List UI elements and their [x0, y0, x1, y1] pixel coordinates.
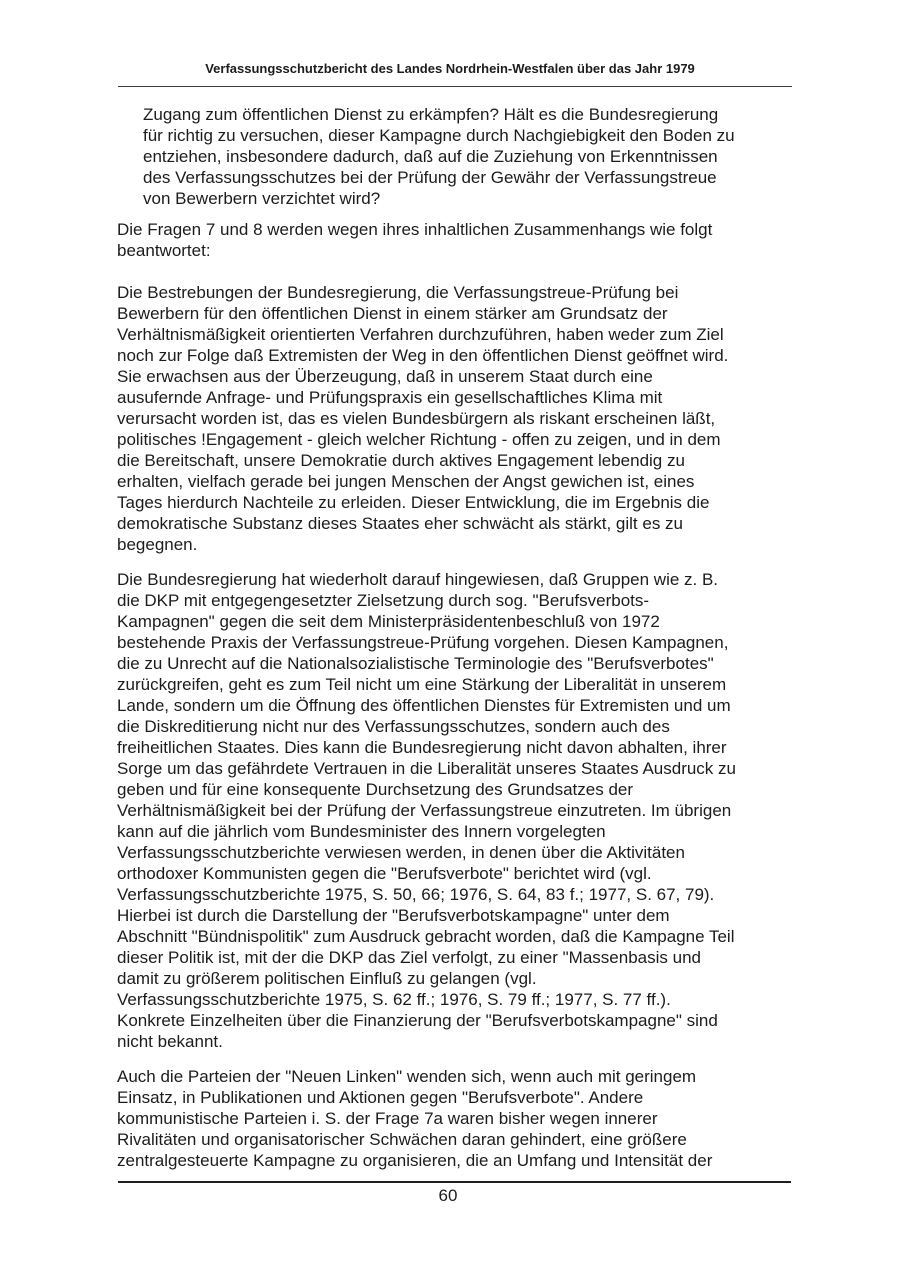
text-line: Die Bundesregierung hat wiederholt darauf hingewiesen, daß Gruppen wie z. B.	[117, 570, 719, 589]
text-line: die Bereitschaft, unsere Demokratie durch aktives Engagement lebendig zu	[117, 451, 685, 470]
text-line: kann auf die jährlich vom Bundesminister des Innern vorgelegten	[117, 822, 606, 841]
paragraph	[117, 219, 807, 261]
text-line: Verhältnismäßigkeit orientierten Verfahren durchzuführen, haben weder zum Ziel	[117, 325, 724, 344]
text-line: ausufernde Anfrage- und Prüfungspraxis ein gesellschaftliches Klima mit	[117, 388, 663, 407]
text-line: die Diskreditierung nicht nur des Verfassungsschutzes, sondern auch des	[117, 717, 670, 736]
text-line: Rivalitäten und organisatorischer Schwächen daran gehindert, eine größere	[117, 1130, 687, 1149]
text-line: Die Fragen 7 und 8 werden wegen ihres inhaltlichen Zusammenhangs wie folgt	[117, 220, 713, 239]
text-line: damit zu größerem politischen Einfluß zu gelangen (vgl.	[117, 969, 537, 988]
text-line: Sorge um das gefährdete Vertrauen in die Liberalität unseres Staates Ausdruck zu	[117, 759, 736, 778]
text-line: für richtig zu versuchen, dieser Kampagne durch Nachgiebigkeit den Boden zu	[143, 126, 735, 145]
text-line: politisches !Engagement - gleich welcher Richtung - offen zu zeigen, und in dem	[117, 430, 721, 449]
document-body	[117, 104, 807, 1171]
text-line: Verhältnismäßigkeit bei der Prüfung der Verfassungstreue einzutreten. Im übrigen	[117, 801, 732, 820]
text-line: Sie erwachsen aus der Überzeugung, daß in unserem Staat durch eine	[117, 367, 653, 386]
text-line: nicht bekannt.	[117, 1032, 223, 1051]
page-number: 60	[438, 1186, 458, 1205]
paragraph	[117, 569, 807, 1052]
paragraph	[117, 1066, 807, 1171]
text-line: von Bewerbern verzichtet wird?	[143, 189, 381, 208]
text-line: noch zur Folge daß Extremisten der Weg in den öffentlichen Dienst geöffnet wird.	[117, 346, 729, 365]
text-line: demokratische Substanz dieses Staates eher schwächt als stärkt, gilt es zu	[117, 514, 683, 533]
text-line: Kampagnen" gegen die seit dem Ministerpräsidentenbeschluß von 1972	[117, 612, 660, 631]
text-line: geben und für eine konsequente Durchsetzung des Grundsatzes der	[117, 780, 634, 799]
text-line: Bewerbern für den öffentlichen Dienst in einem stärker am Grundsatz der	[117, 304, 668, 323]
header-divider	[118, 86, 792, 87]
text-line: Verfassungsschutzberichte 1975, S. 50, 66; 1976, S. 64, 83 f.; 1977, S. 67, 79).	[117, 885, 715, 904]
text-line: beantwortet:	[117, 241, 211, 260]
text-line: orthodoxer Kommunisten gegen die "Berufsverbote" berichtet wird (vgl.	[117, 864, 652, 883]
text-line: Verfassungsschutzberichte verwiesen werden, in denen über die Aktivitäten	[117, 843, 685, 862]
quoted-paragraph	[117, 104, 807, 209]
text-line: dieser Politik ist, mit der die DKP das Ziel verfolgt, zu einer "Massenbasis und	[117, 948, 701, 967]
text-line: verursacht worden ist, das es vielen Bundesbürgern als riskant erscheinen läßt,	[117, 409, 716, 428]
text-line: Verfassungsschutzberichte 1975, S. 62 ff.; 1976, S. 79 ff.; 1977, S. 77 ff.).	[117, 990, 671, 1009]
text-line: Auch die Parteien der "Neuen Linken" wenden sich, wenn auch mit geringem	[117, 1067, 697, 1086]
text-line: zentralgesteuerte Kampagne zu organisieren, die an Umfang und Intensität der	[117, 1151, 713, 1170]
text-line: die zu Unrecht auf die Nationalsozialistische Terminologie des "Berufsverbotes"	[117, 654, 714, 673]
text-line: begegnen.	[117, 535, 198, 554]
paragraph	[117, 282, 807, 555]
footer-divider	[118, 1181, 791, 1183]
text-line: bestehende Praxis der Verfassungstreue-Prüfung vorgehen. Diesen Kampagnen,	[117, 633, 729, 652]
text-line: entziehen, insbesondere dadurch, daß auf die Zuziehung von Erkenntnissen	[143, 147, 718, 166]
text-line: des Verfassungsschutzes bei der Prüfung der Gewähr der Verfassungstreue	[143, 168, 717, 187]
text-line: erhalten, vielfach gerade bei jungen Menschen der Angst gewichen ist, eines	[117, 472, 695, 491]
text-line: Abschnitt "Bündnispolitik" zum Ausdruck gebracht worden, daß die Kampagne Teil	[117, 927, 735, 946]
text-line: Hierbei ist durch die Darstellung der "Berufsverbotskampagne" unter dem	[117, 906, 670, 925]
text-line: zurückgreifen, geht es zum Teil nicht um eine Stärkung der Liberalität in unserem	[117, 675, 727, 694]
text-line: Die Bestrebungen der Bundesregierung, die Verfassungstreue-Prüfung bei	[117, 283, 679, 302]
text-line: Einsatz, in Publikationen und Aktionen gegen "Berufsverbote". Andere	[117, 1088, 644, 1107]
text-line: Konkrete Einzelheiten über die Finanzierung der "Berufsverbotskampagne" sind	[117, 1011, 718, 1030]
text-line: die DKP mit entgegengesetzter Zielsetzung durch sog. "Berufsverbots-	[117, 591, 650, 610]
text-line: Tages hierdurch Nachteile zu erleiden. Dieser Entwicklung, die im Ergebnis die	[117, 493, 710, 512]
text-line: freiheitlichen Staates. Dies kann die Bundesregierung nicht davon abhalten, ihrer	[117, 738, 727, 757]
page-header-title: Verfassungsschutzbericht des Landes Nordrhein-Westfalen über das Jahr 1979	[205, 61, 695, 76]
text-line: Zugang zum öffentlichen Dienst zu erkämpfen? Hält es die Bundesregierung	[143, 105, 719, 124]
text-line: Lande, sondern um die Öffnung des öffentlichen Dienstes für Extremisten und um	[117, 696, 731, 715]
text-line: kommunistische Parteien i. S. der Frage 7a waren bisher wegen innerer	[117, 1109, 658, 1128]
